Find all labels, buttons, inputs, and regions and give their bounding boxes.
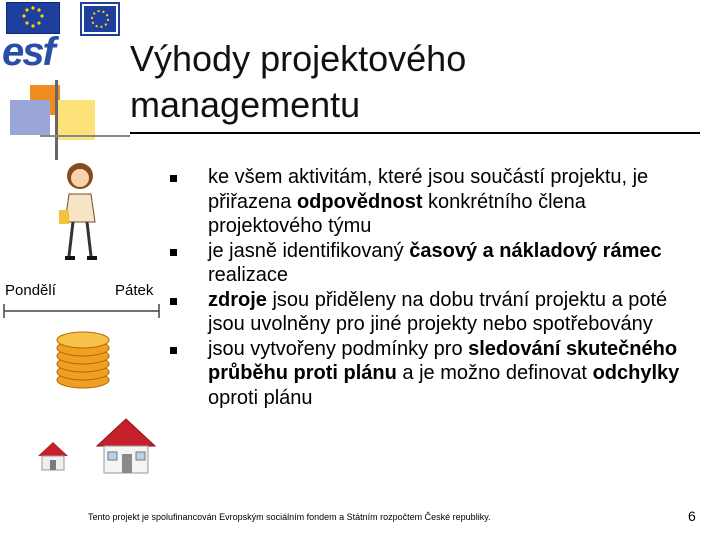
bullet-emphasis-text: odchylky <box>592 362 680 384</box>
bullet-item <box>170 165 705 239</box>
bullet-emphasis-text: sledování skutečného průběhu proti plánu <box>208 337 678 384</box>
bullet-text: konkrétního člena projektového týmu <box>208 190 586 237</box>
bullet-list <box>170 165 705 410</box>
page-title: Výhody projektového managementu <box>130 38 467 125</box>
bullet-text: oproti plánu <box>208 386 313 409</box>
decorative-squares <box>0 80 130 160</box>
bullet-square-icon <box>170 249 177 256</box>
bullet-text: je jasně identifikovaný <box>208 239 410 262</box>
bullet-square-icon <box>170 175 177 182</box>
bullet-text: jsou přiděleny na dobu trvání projektu a poté jsou uvolněny pro jiné projekty nebo spotřebovány <box>208 288 668 335</box>
footer-text: Tento projekt je spolufinancován Evropským sociálním fondem a Státním rozpočtem České republiky. <box>88 512 491 522</box>
small-house-icon <box>36 440 70 472</box>
bullet-emphasis-text: časový a nákladový rámec <box>409 239 662 262</box>
coins-icon <box>52 328 114 390</box>
eu-emblem-icon <box>80 2 120 36</box>
timeline-end-label: Pátek <box>115 282 154 299</box>
bullet-text: a je možno definovat <box>396 362 593 384</box>
page-number: 6 <box>688 508 696 524</box>
esf-logo: esf <box>2 30 54 74</box>
title-divider <box>130 132 700 134</box>
bullet-square-icon <box>170 347 177 354</box>
bullet-square-icon <box>170 298 177 305</box>
timeline-bar <box>3 300 160 320</box>
bullet-emphasis-text: odpovědnost <box>296 190 423 213</box>
bullet-text: realizace <box>208 264 289 286</box>
person-illustration <box>55 160 105 265</box>
bullet-text: ke všem aktivitám, které jsou součástí projektu, je přiřazena <box>208 166 649 213</box>
timeline-start-label: Pondělí <box>5 282 56 299</box>
bullet-text: jsou vytvořeny podmínky pro <box>208 337 469 360</box>
bullet-item <box>170 239 705 288</box>
bullet-item <box>170 337 705 411</box>
house-icon <box>94 416 158 476</box>
bullet-emphasis-text: zdroje <box>208 288 267 311</box>
bullet-item <box>170 288 705 337</box>
